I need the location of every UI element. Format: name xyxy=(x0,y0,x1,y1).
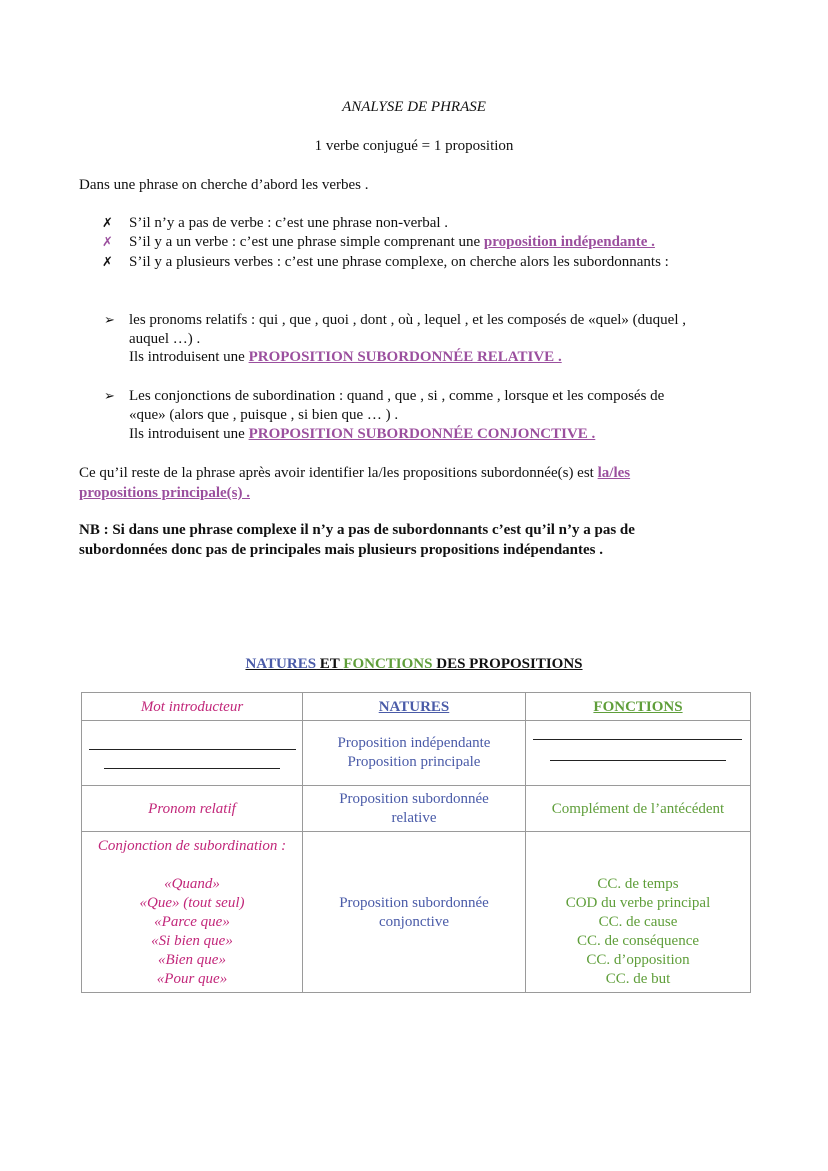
table-row-divider xyxy=(81,785,751,786)
title-et: ET xyxy=(316,656,344,672)
header-natures: NATURES xyxy=(378,699,450,715)
conjonctions-prefix: Ils introduisent une xyxy=(129,426,249,442)
row3-natures xyxy=(303,894,525,932)
title-natures: NATURES xyxy=(245,656,317,672)
fonction-item: CC. de conséquence xyxy=(576,933,700,949)
title-fonctions: FONCTIONS xyxy=(343,656,433,672)
fonction-item: COD du verbe principal xyxy=(565,895,711,911)
row2-mot: Pronom relatif xyxy=(148,801,236,817)
fonction-item: CC. d’opposition xyxy=(586,952,690,968)
mot-item: «Bien que» xyxy=(158,952,226,968)
bullet-item: S’il y a plusieurs verbes : c’est une phrase complexe, on cherche alors les subordonnants : xyxy=(129,254,669,270)
mot-item: «Pour que» xyxy=(156,971,228,987)
bullet-item xyxy=(129,234,655,251)
relative-link: PROPOSITION SUBORDONNÉE RELATIVE . xyxy=(248,349,562,365)
conjonctions-line2: «que» (alors que , puisque , si bien que … ) . xyxy=(129,407,399,423)
relatifs-line3 xyxy=(129,349,562,366)
header-fonctions: FONCTIONS xyxy=(593,699,683,715)
arrow-bullet-icon: ➢ xyxy=(104,389,115,404)
nb-line1: NB : Si dans une phrase complexe il n’y a pas de subordonnants c’est qu’il n’y a pas de xyxy=(79,522,635,538)
table-row-divider xyxy=(81,831,751,832)
nature-line: Proposition principale xyxy=(347,754,481,770)
cross-icon: ✗ xyxy=(102,255,113,270)
mot-item: «Quand» xyxy=(164,876,220,892)
fonction-item: CC. de but xyxy=(605,971,671,987)
proposition-independante-link: proposition indépendante . xyxy=(483,234,655,250)
mot-item: «Parce que» xyxy=(154,914,230,930)
title-rest: DES PROPOSITIONS xyxy=(432,656,583,672)
nb-line2: subordonnées donc pas de principales mais plusieurs propositions indépendantes . xyxy=(79,542,604,558)
page-title: ANALYSE DE PHRASE xyxy=(342,99,486,115)
row2-natures xyxy=(303,790,525,828)
conjonctions-line3 xyxy=(129,426,595,443)
relatifs-prefix: Ils introduisent une xyxy=(129,349,249,365)
blank-line xyxy=(550,760,726,761)
arrow-bullet-icon: ➢ xyxy=(104,313,115,328)
relatifs-line1: les pronoms relatifs : qui , que , quoi , dont , où , lequel , et les composés de «quel» (duquel , xyxy=(129,312,686,328)
cross-icon: ✗ xyxy=(102,216,113,231)
blank-line xyxy=(89,749,296,750)
header-mot-introducteur: Mot introducteur xyxy=(140,699,244,715)
nature-line: Proposition subordonnée xyxy=(339,895,489,911)
nature-line: conjonctive xyxy=(379,914,449,930)
rule-line: 1 verbe conjugué = 1 proposition xyxy=(314,138,514,154)
principale-line2 xyxy=(79,485,250,502)
principale-prefix: Ce qu’il reste de la phrase après avoir identifier la/les propositions subordonnée(s) est xyxy=(79,465,598,481)
nature-line: Proposition subordonnée xyxy=(339,791,489,807)
row3-mots xyxy=(82,875,302,989)
row3-mot-title: Conjonction de subordination : xyxy=(97,838,287,854)
conjonctive-link: PROPOSITION SUBORDONNÉE CONJONCTIVE . xyxy=(248,426,596,442)
principales-link: propositions principale(s) . xyxy=(79,485,250,501)
mot-item: «Que» (tout seul) xyxy=(139,895,245,911)
cross-icon: ✗ xyxy=(102,235,113,250)
mot-item: «Si bien que» xyxy=(151,933,233,949)
row3-fonctions xyxy=(526,875,750,989)
nature-line: Proposition indépendante xyxy=(337,735,491,751)
la-les-link: la/les xyxy=(597,465,631,481)
bullet-item-text: S’il y a un verbe : c’est une phrase simple comprenant une xyxy=(129,234,484,250)
intro-text: Dans une phrase on cherche d’abord les verbes . xyxy=(79,177,369,193)
relatifs-line2: auquel …) . xyxy=(129,331,201,347)
row1-natures xyxy=(303,734,525,772)
fonction-item: CC. de temps xyxy=(597,876,679,892)
table-title xyxy=(0,656,828,673)
fonction-item: CC. de cause xyxy=(598,914,678,930)
nature-line: relative xyxy=(391,810,437,826)
principale-line1 xyxy=(79,465,630,482)
blank-line xyxy=(533,739,742,740)
table-row-divider xyxy=(81,720,751,721)
bullet-item: S’il n’y a pas de verbe : c’est une phrase non-verbal . xyxy=(129,215,449,231)
row2-fonctions: Complément de l’antécédent xyxy=(551,801,725,817)
conjonctions-line1: Les conjonctions de subordination : quand , que , si , comme , lorsque et les composés de xyxy=(129,388,665,404)
blank-line xyxy=(104,768,280,769)
